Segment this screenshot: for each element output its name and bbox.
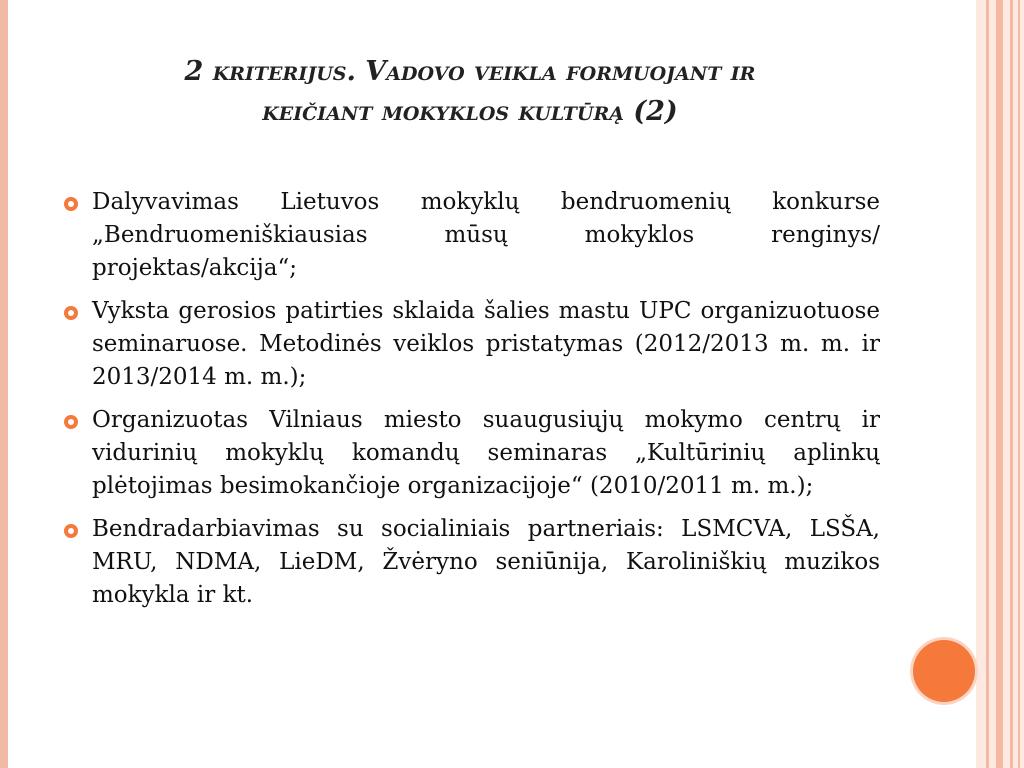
list-item-text: Organizuotas Vilniaus miesto suaugusiųjų mokymo centrų ir vidurinių mokyklų komandų seminaras „Kultūrinių aplinkų plėtojimas besimokančioje organizacijoje“ (2010/2011 m. m.); xyxy=(92,407,880,499)
right-stripes-decoration xyxy=(976,0,1024,768)
bullet-list xyxy=(62,186,880,622)
list-item xyxy=(62,295,880,394)
list-item xyxy=(62,513,880,612)
slide-title-line1: 2 kriterijus. Vadovo veikla formuojant ir xyxy=(184,56,756,87)
left-border-decoration xyxy=(0,0,8,768)
list-item xyxy=(62,186,880,285)
bullet-icon xyxy=(64,524,78,538)
stripe xyxy=(1018,0,1020,768)
decorative-circle xyxy=(913,640,975,702)
list-item-text: Dalyvavimas Lietuvos mokyklų bendruomenių konkurse „Bendruomeniškiausias mūsų mokyklos renginys/ projektas/akcija“; xyxy=(92,189,880,281)
bullet-icon xyxy=(64,415,78,429)
stripe xyxy=(986,0,989,768)
stripe xyxy=(1010,0,1013,768)
bullet-icon xyxy=(64,306,78,320)
slide-title xyxy=(80,52,860,132)
list-item-text: Bendradarbiavimas su socialiniais partneriais: LSMCVA, LSŠA, MRU, NDMA, LieDM, Žvėryno seniūnija, Karoliniškių muzikos mokykla ir kt. xyxy=(92,516,880,608)
stripe xyxy=(996,0,1003,768)
list-item-text: Vyksta gerosios patirties sklaida šalies mastu UPC organizuotuose seminaruose. Metodinės veiklos pristatymas (2012/2013 m. m. ir 2013/2014 m. m.); xyxy=(92,298,880,390)
list-item xyxy=(62,404,880,503)
slide-title-line2: keičiant mokyklos kultūrą (2) xyxy=(262,96,678,127)
bullet-icon xyxy=(64,197,78,211)
